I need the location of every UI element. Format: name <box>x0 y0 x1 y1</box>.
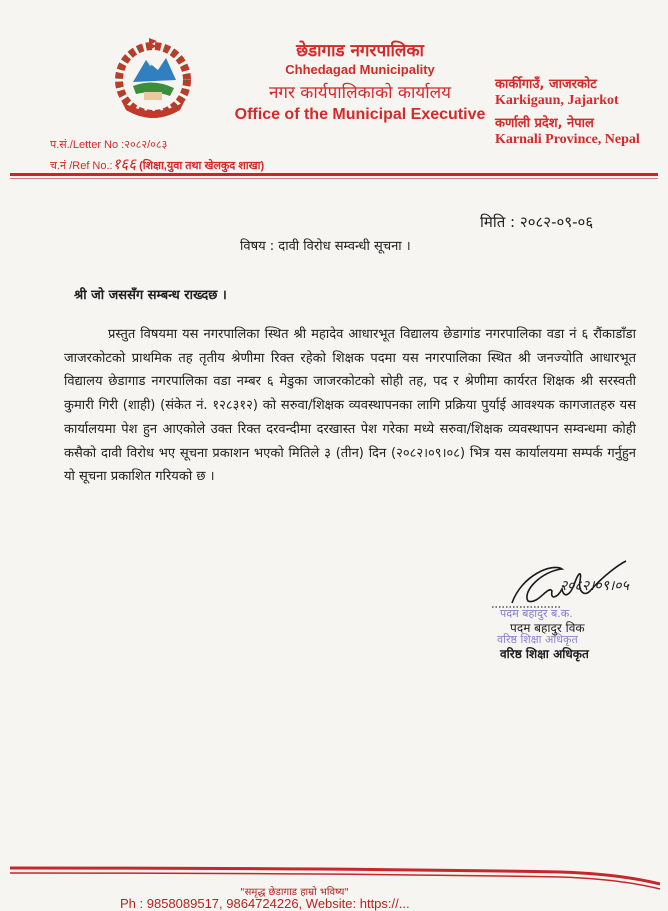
footer-motto: "समृद्ध छेडागाड हाम्रो भविष्य" <box>240 887 349 898</box>
reference-number-label: च.नं /Ref No.: <box>50 160 113 172</box>
branch-name: (शिक्षा,युवा तथा खेलकुद शाखा) <box>139 160 265 172</box>
municipality-name-en: Chhedagad Municipality <box>285 62 435 77</box>
letter-number-value: २०८२/०८३ <box>124 139 168 151</box>
date-value: २०८२-०९-०६ <box>519 213 594 231</box>
footer-contact: Ph : 9858089517, 9864724226, Website: https://... <box>120 896 410 911</box>
letter-number <box>50 137 167 152</box>
address-np: कार्कीगाउँ, जाजरकोट <box>495 77 597 92</box>
letter-date <box>480 212 593 232</box>
letter-number-label: प.सं./Letter No : <box>50 139 125 151</box>
notice-paragraph: प्रस्तुत विषयमा यस नगरपालिका स्थित श्री महादेव आधारभूत विद्यालय छेडागांड नगरपालिका वडा नं ६ रौंकाडाँडा जाजरकोटको प्राथमिक तह तृतीय श्रेणीमा रिक्त रहेको शिक्षक पदमा यस नगरपालिका स्थित श्री जनज्योति आधारभूत विद्यालय छेडागाड नगरपालिका वडा नम्बर ६ मेडुका जाजरकोटको सोही तह, पद र श्रेणीमा कार्यरत शिक्षक श्री सरस्वती कुमारी गिरी (शाही) (संकेत नं. १२८३१२) को सरुवा/शिक्षक व्यवस्थापनका लागि प्रक्रिया पुर्याई आवश्यक कागजातहरु यस कार्यालयमा पेश हुन आएकोले उक्त रिक्त दरवन्दीमा दरखास्त पेश गरेका मध्ये सरुवा/शिक्षक व्यवस्थापन सम्वन्धमा कोही कसैको दावी विरोध भए सूचना प्रकाशन भएको मितिले ३ (तीन) दिन (२०८२।०९।०८) भित्र यस कार्यालयमा सम्पर्क गर्नुहुन यो सूचना प्रकाशित गरियको छ । <box>64 327 636 485</box>
salutation: श्री जो जससँग सम्बन्ध राख्दछ । <box>74 288 227 303</box>
province-np: कर्णाली प्रदेश, नेपाल <box>495 116 594 131</box>
office-name-en: Office of the Municipal Executive <box>234 106 486 123</box>
header-divider <box>10 173 658 176</box>
reference-number <box>50 154 264 174</box>
signatory-title: वरिष्ठ शिक्षा अधिकृत <box>500 647 589 661</box>
municipality-name-np: छेडागाड नगरपालिका <box>296 41 424 61</box>
address-en: Karkigaun, Jajarkot <box>495 93 619 108</box>
signature-date: २०८२।०९।०५ <box>560 578 629 594</box>
office-name-np: नगर कार्यपालिकाको कार्यालय <box>268 83 452 103</box>
reference-number-value: १६६ <box>112 155 137 173</box>
emblem-icon <box>108 36 198 126</box>
stamp-line-1: पदम बहादुर ब.क. <box>500 607 573 620</box>
header-divider-thin <box>10 178 658 179</box>
signatory-name: पदम बहादुर विक <box>510 621 585 635</box>
letter-subject: विषय : दावी विरोध सम्वन्धी सूचना । <box>240 239 411 254</box>
stamp-line-2: वरिष्ठ शिक्षा अधिकृत <box>497 633 578 646</box>
date-label: मिति : <box>480 213 516 231</box>
nepal-emblem-logo <box>108 36 198 126</box>
province-en: Karnali Province, Nepal <box>495 132 640 147</box>
